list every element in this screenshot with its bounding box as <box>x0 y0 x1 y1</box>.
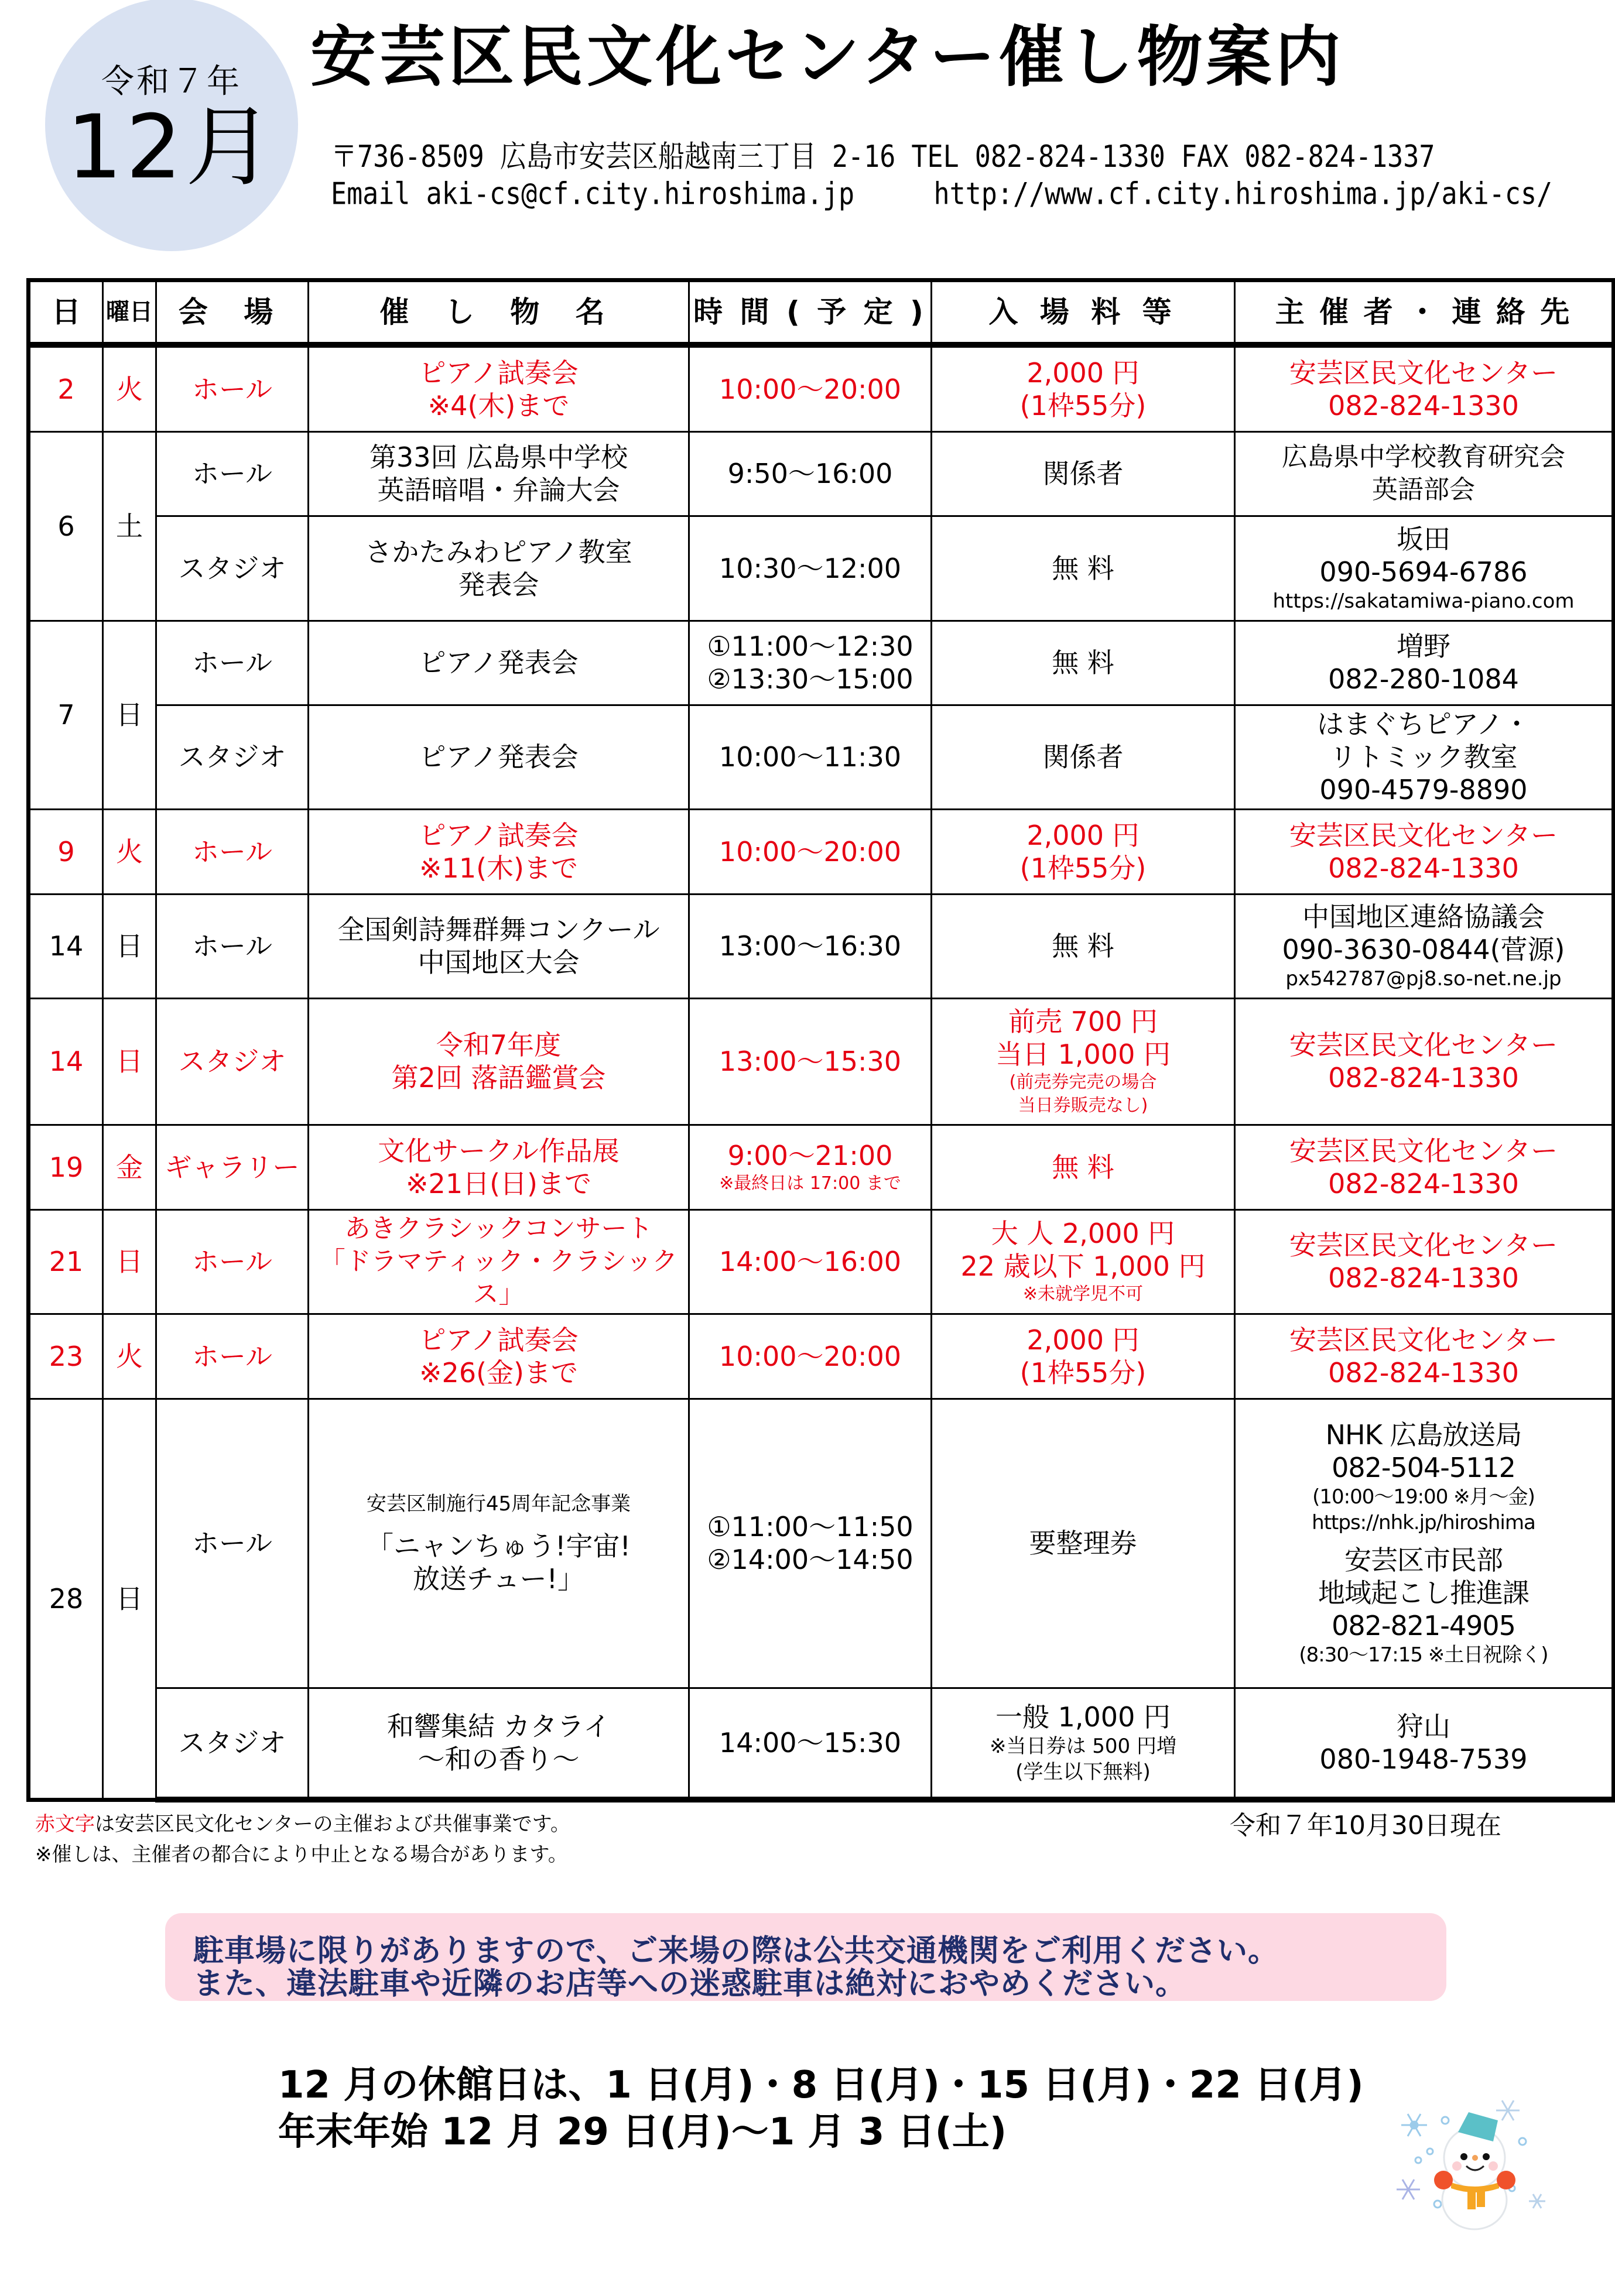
fee-cell <box>932 705 1235 809</box>
weekday-cell: 火 <box>103 809 156 894</box>
organizer-cell-line: 広島県中学校教育研究会 <box>1282 442 1565 472</box>
venue-cell: ホール <box>156 1209 309 1314</box>
organizer-cell-line: 狩山 <box>1397 1710 1450 1742</box>
organizer-cell-line: 安芸区民文化センター <box>1289 1135 1558 1167</box>
event-cell-line: ピアノ試奏会 <box>419 1324 579 1356</box>
organizer-cell-line: 082-824-1330 <box>1328 852 1519 884</box>
venue-cell: スタジオ <box>156 705 309 809</box>
day-cell: 9 <box>29 809 103 894</box>
column-header-weekday: 曜日 <box>103 280 156 345</box>
weekday-cell: 日 <box>103 998 156 1125</box>
fee-cell-line: (学生以下無料) <box>1015 1760 1151 1784</box>
red-text-label: 赤文字 <box>35 1812 95 1836</box>
organizer-cell-line: 英語部会 <box>1372 475 1475 505</box>
event-cell-line: ピアノ発表会 <box>419 647 579 678</box>
red-text-description: は安芸区民文化センターの主催および共催事業です。 <box>95 1812 570 1836</box>
as-of-date: 令和７年10月30日現在 <box>1230 1811 1501 1841</box>
cancellation-note: ※催しは、主催者の都合により中止となる場合があります。 <box>35 1843 568 1866</box>
time-cell <box>689 1209 932 1314</box>
event-cell-line: ピアノ発表会 <box>419 741 579 773</box>
weekday-cell: 日 <box>103 1399 156 1800</box>
event-cell-line: ※11(木)まで <box>419 852 578 884</box>
column-header-organizer: 主 催 者 ・ 連 絡 先 <box>1235 280 1614 345</box>
venue-cell: スタジオ <box>156 998 309 1125</box>
time-cell-line: 10:00～20:00 <box>718 1340 902 1372</box>
weekday-cell: 日 <box>103 1209 156 1314</box>
organizer-cell-line: 中国地区連絡協議会 <box>1302 901 1545 933</box>
contact-line <box>331 176 1552 211</box>
venue-cell: ホール <box>156 621 309 705</box>
day-cell: 21 <box>29 1209 103 1314</box>
event-cell <box>309 621 689 705</box>
day-cell: 14 <box>29 894 103 998</box>
fee-cell-line: 無 料 <box>1052 1151 1114 1183</box>
table-row <box>29 998 1614 1125</box>
fee-cell-line: 無 料 <box>1052 552 1114 584</box>
column-header-time: 時 間 ( 予 定 ) <box>689 280 932 345</box>
event-cell-line: 発表会 <box>458 568 539 601</box>
table-row <box>29 1314 1614 1399</box>
organizer-cell <box>1235 1209 1614 1314</box>
venue-cell: スタジオ <box>156 1688 309 1800</box>
organizer-cell-line: https://nhk.jp/hiroshima <box>1312 1511 1535 1534</box>
table-row <box>29 1125 1614 1209</box>
day-cell: 7 <box>29 621 103 809</box>
parking-notice-line-2: また、違法駐車や近隣のお店等への迷惑駐車は絶対におやめください。 <box>193 1966 1187 2002</box>
time-cell <box>689 431 932 516</box>
organizer-cell-line: 090-3630-0844(菅源) <box>1282 934 1565 965</box>
fee-cell-line: (1枠55分) <box>1019 389 1147 421</box>
organizer-cell <box>1235 621 1614 705</box>
event-cell <box>309 894 689 998</box>
fee-cell <box>932 894 1235 998</box>
day-cell: 23 <box>29 1314 103 1399</box>
time-cell-line: ②13:30～15:00 <box>707 663 913 695</box>
event-cell <box>309 1314 689 1399</box>
fee-cell-line: 関係者 <box>1042 458 1124 489</box>
organizer-cell <box>1235 1688 1614 1800</box>
day-cell: 28 <box>29 1399 103 1800</box>
venue-cell: ホール <box>156 345 309 431</box>
red-text-legend <box>35 1808 570 1836</box>
day-cell: 19 <box>29 1125 103 1209</box>
month-label: 12月 <box>66 97 277 198</box>
venue-cell: スタジオ <box>156 516 309 621</box>
time-cell <box>689 998 932 1125</box>
event-cell-line: あきクラシックコンサート <box>344 1214 653 1243</box>
time-cell-line: 10:00～11:30 <box>718 741 902 773</box>
column-header-fee: 入 場 料 等 <box>932 280 1235 345</box>
fee-cell <box>932 998 1235 1125</box>
organizer-cell-line: 090-5694-6786 <box>1319 556 1528 588</box>
organizer-cell-line: 安芸区民文化センター <box>1289 1229 1558 1261</box>
table-row <box>29 1209 1614 1314</box>
column-header-day: 日 <box>29 280 103 345</box>
event-cell-line: ※4(木)まで <box>427 389 570 421</box>
organizer-cell-line: 082-504-5112 <box>1332 1452 1515 1483</box>
organizer-cell <box>1235 705 1614 809</box>
event-cell <box>309 516 689 621</box>
fee-cell <box>932 621 1235 705</box>
organizer-cell <box>1235 809 1614 894</box>
organizer-cell-line: px542787@pj8.so-net.ne.jp <box>1285 967 1562 991</box>
fee-cell-line: 無 料 <box>1052 647 1114 678</box>
event-cell <box>309 998 689 1125</box>
column-header-venue: 会 場 <box>156 280 309 345</box>
organizer-cell <box>1235 1125 1614 1209</box>
event-cell <box>309 809 689 894</box>
email-label: Email <box>331 176 410 211</box>
event-cell-line: さかたみわピアノ教室 <box>365 536 632 568</box>
event-cell-line: 令和7年度 <box>436 1029 562 1061</box>
weekday-cell: 火 <box>103 345 156 431</box>
email-link[interactable]: aki-cs@cf.city.hiroshima.jp <box>426 176 855 211</box>
time-cell <box>689 345 932 431</box>
fee-cell-line: 2,000 円 <box>1027 1324 1140 1356</box>
time-cell-line: 10:30～12:00 <box>718 552 902 584</box>
organizer-cell-line: 安芸区民文化センター <box>1289 819 1558 851</box>
event-cell-line: 和響集結 カタライ <box>386 1710 611 1742</box>
event-cell-line: 中国地区大会 <box>418 947 580 978</box>
venue-cell: ホール <box>156 894 309 998</box>
page-title: 安芸区民文化センター催し物案内 <box>310 19 1344 95</box>
fee-cell <box>932 345 1235 431</box>
event-cell-line: ※26(金)まで <box>419 1356 578 1389</box>
event-cell <box>309 705 689 809</box>
era-year-label: 令和７年 <box>101 63 242 101</box>
table-row <box>29 809 1614 894</box>
closed-days-line: 12 月の休館日は、1 日(月)・8 日(月)・15 日(月)・22 日(月) <box>278 2064 1364 2107</box>
event-cell-line: 放送チュー!」 <box>412 1563 585 1595</box>
event-cell <box>309 1125 689 1209</box>
organizer-cell-line: 安芸区市民部 <box>1344 1544 1503 1576</box>
organizer-cell-line: 坂田 <box>1397 523 1450 555</box>
organizer-cell-line: 増野 <box>1397 630 1450 662</box>
column-header-event: 催 し 物 名 <box>309 280 689 345</box>
day-cell: 14 <box>29 998 103 1125</box>
fee-cell-line: ※未就学児不可 <box>1022 1284 1144 1304</box>
address-line: 〒736-8509 広島市安芸区船越南三丁目 2-16 TEL 082-824-1330 FAX 082-824-1337 <box>331 138 1435 174</box>
venue-cell: ギャラリー <box>156 1125 309 1209</box>
organizer-cell <box>1235 431 1614 516</box>
event-cell <box>309 1688 689 1800</box>
fee-cell <box>932 1314 1235 1399</box>
time-cell <box>689 1314 932 1399</box>
table-row <box>29 621 1614 705</box>
time-cell <box>689 1399 932 1688</box>
fee-cell-line: 無 料 <box>1052 930 1114 962</box>
fee-cell-line: (1枠55分) <box>1019 1356 1147 1389</box>
event-cell <box>309 1399 689 1688</box>
venue-cell: ホール <box>156 431 309 516</box>
organizer-cell <box>1235 1314 1614 1399</box>
time-cell-line: ①11:00～12:30 <box>707 630 913 662</box>
organizer-cell-line: 安芸区民文化センター <box>1289 1029 1558 1061</box>
table-row <box>29 345 1614 431</box>
organizer-cell <box>1235 1399 1614 1688</box>
organizer-cell-line: はまぐちピアノ・ <box>1316 708 1531 740</box>
day-cell: 6 <box>29 431 103 621</box>
fee-cell-line: (1枠55分) <box>1019 852 1147 884</box>
year-end-closure-line: 年末年始 12 月 29 日(月)～1 月 3 日(土) <box>278 2110 1007 2154</box>
event-cell-line: 安芸区制施行45周年記念事業 <box>366 1492 631 1516</box>
fee-cell-line: 22 歳以下 1,000 円 <box>960 1250 1206 1282</box>
parking-notice-line-1: 駐車場に限りがありますので、ご来場の際は公共交通機関をご利用ください。 <box>193 1934 1279 1969</box>
event-cell-line: ※21日(日)まで <box>406 1167 591 1200</box>
organizer-cell-line: 082-824-1330 <box>1328 1262 1519 1294</box>
event-cell-line: 「ドラマティック・クラシックス」 <box>319 1246 678 1309</box>
table-row <box>29 705 1614 809</box>
time-cell <box>689 809 932 894</box>
event-cell <box>309 345 689 431</box>
fee-cell <box>932 1399 1235 1688</box>
organizer-cell-line: (10:00～19:00 ※月～金) <box>1312 1485 1535 1509</box>
table-row <box>29 431 1614 516</box>
fee-cell-line: 当日 1,000 円 <box>995 1039 1171 1070</box>
time-cell-line: 14:00～16:00 <box>718 1246 902 1277</box>
fee-cell <box>932 809 1235 894</box>
event-cell <box>309 431 689 516</box>
organizer-cell-line: 082-280-1084 <box>1328 663 1519 695</box>
weekday-cell: 金 <box>103 1125 156 1209</box>
table-header-row <box>29 280 1614 345</box>
organizer-cell-line: 安芸区民文化センター <box>1289 357 1558 389</box>
table-row <box>29 1688 1614 1800</box>
event-cell-line: 全国剣詩舞群舞コンクール <box>337 914 660 945</box>
time-cell <box>689 1688 932 1800</box>
organizer-cell-line: (8:30～17:15 ※土日祝除く) <box>1299 1643 1548 1667</box>
fee-cell-line: 関係者 <box>1042 741 1124 773</box>
time-cell-line: ①11:00～11:50 <box>707 1511 913 1543</box>
time-cell-line: 9:00～21:00 <box>727 1139 893 1171</box>
organizer-cell-line: 082-824-1330 <box>1328 389 1519 421</box>
fee-cell-line: ※当日券は 500 円増 <box>990 1734 1176 1758</box>
time-cell <box>689 621 932 705</box>
time-cell-line: 10:00～20:00 <box>718 835 902 868</box>
table-row <box>29 516 1614 621</box>
fee-cell-line: 大 人 2,000 円 <box>991 1218 1175 1249</box>
organizer-cell-line: https://sakatamiwa-piano.com <box>1272 589 1575 613</box>
time-cell <box>689 516 932 621</box>
time-cell-line: ※最終日は 17:00 まで <box>719 1173 901 1194</box>
organizer-cell-line: NHK 広島放送局 <box>1325 1419 1522 1451</box>
organizer-cell-line: 082-824-1330 <box>1328 1167 1519 1200</box>
event-schedule-table <box>26 278 1611 1796</box>
organizer-cell-line: 安芸区民文化センター <box>1289 1324 1558 1356</box>
time-cell <box>689 1125 932 1209</box>
time-cell-line: 9:50～16:00 <box>727 458 893 489</box>
fee-cell-line: (前売券完売の場合 <box>1009 1072 1157 1092</box>
event-cell-line: 文化サークル作品展 <box>378 1135 620 1167</box>
organizer-cell-line: 082-824-1330 <box>1328 1062 1519 1094</box>
organizer-cell-line: 082-824-1330 <box>1328 1356 1519 1389</box>
weekday-cell: 火 <box>103 1314 156 1399</box>
organizer-cell-line: リトミック教室 <box>1329 741 1518 773</box>
venue-cell: ホール <box>156 809 309 894</box>
website-link[interactable]: http://www.cf.city.hiroshima.jp/aki-cs/ <box>933 176 1553 211</box>
fee-cell-line: 要整理券 <box>1029 1527 1137 1559</box>
fee-cell-line: 当日券販売なし) <box>1018 1095 1148 1116</box>
event-cell-line: 英語暗唱・弁論大会 <box>377 474 620 506</box>
fee-cell-line: 前売 700 円 <box>1008 1006 1158 1037</box>
organizer-cell-line: 082-821-4905 <box>1332 1610 1515 1642</box>
time-cell-line: ②14:00～14:50 <box>707 1544 913 1575</box>
time-cell <box>689 705 932 809</box>
organizer-cell <box>1235 516 1614 621</box>
organizer-cell <box>1235 998 1614 1125</box>
fee-cell-line: 2,000 円 <box>1027 357 1140 389</box>
weekday-cell: 日 <box>103 894 156 998</box>
event-cell-line: ピアノ試奏会 <box>419 819 579 851</box>
event-cell-line: ～和の香り～ <box>418 1743 580 1775</box>
organizer-cell-line: 地域起こし推進課 <box>1318 1577 1529 1609</box>
event-cell <box>309 1209 689 1314</box>
event-cell-line: 「ニャンちゅう!宇宙! <box>367 1530 631 1562</box>
venue-cell: ホール <box>156 1399 309 1688</box>
fee-cell <box>932 1209 1235 1314</box>
event-cell-line: 第33回 広島県中学校 <box>369 441 628 473</box>
weekday-cell: 土 <box>103 431 156 621</box>
fee-cell <box>932 516 1235 621</box>
table-row <box>29 894 1614 998</box>
fee-cell-line: 一般 1,000 円 <box>995 1701 1171 1733</box>
fee-cell <box>932 1125 1235 1209</box>
time-cell-line: 10:00～20:00 <box>718 373 902 405</box>
time-cell <box>689 894 932 998</box>
fee-cell <box>932 1688 1235 1800</box>
table-row <box>29 1399 1614 1688</box>
event-cell-line: ピアノ試奏会 <box>419 357 579 389</box>
event-cell-line: 第2回 落語鑑賞会 <box>391 1062 606 1094</box>
organizer-cell-line: 080-1948-7539 <box>1319 1743 1528 1775</box>
fee-cell-line: 2,000 円 <box>1027 819 1140 851</box>
organizer-cell-line: 090-4579-8890 <box>1319 774 1528 806</box>
organizer-cell <box>1235 345 1614 431</box>
snowman-illustration-icon <box>1382 2084 1546 2236</box>
time-cell-line: 13:00～15:30 <box>718 1046 902 1077</box>
time-cell-line: 13:00～16:30 <box>718 930 902 962</box>
venue-cell: ホール <box>156 1314 309 1399</box>
weekday-cell: 日 <box>103 621 156 809</box>
organizer-cell <box>1235 894 1614 998</box>
fee-cell <box>932 431 1235 516</box>
time-cell-line: 14:00～15:30 <box>718 1726 902 1759</box>
day-cell: 2 <box>29 345 103 431</box>
